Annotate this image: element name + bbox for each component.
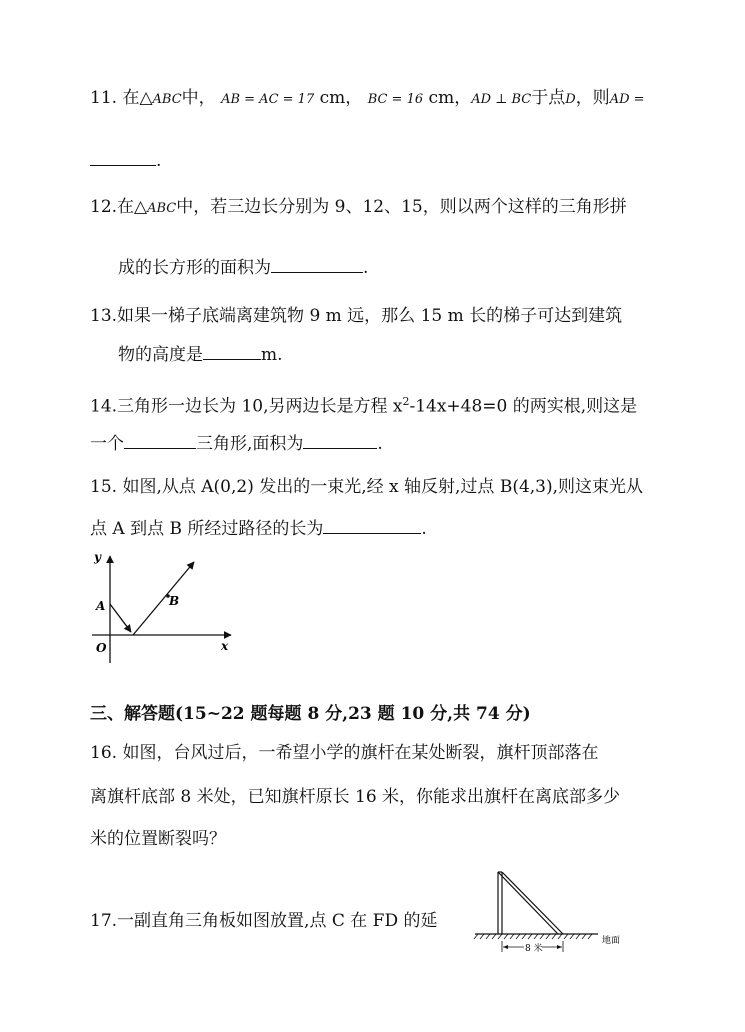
q14-line2-a: 一个 xyxy=(90,434,124,454)
q12-line2: 成的长方形的面积为 xyxy=(118,258,271,278)
q13-line1: 13.如果一梯子底端离建筑物 9 m 远，那么 15 m 长的梯子可达到建筑 xyxy=(90,306,623,326)
q16-figure xyxy=(470,866,640,961)
point-b-label: B xyxy=(169,594,180,608)
q15-answer-blank[interactable] xyxy=(323,519,421,534)
q14-superscript: 2 xyxy=(402,395,410,408)
q12-line1-post: 中，若三边长分别为 9、12、15，则以两个这样的三角形拼 xyxy=(176,197,627,217)
question-12-line1 xyxy=(90,196,627,220)
question-14-line1 xyxy=(90,391,637,418)
question-12-line2 xyxy=(118,257,368,279)
q11-unit1: cm， xyxy=(319,88,363,108)
broken-part-1 xyxy=(498,872,558,934)
ground-label: 地面 xyxy=(602,936,621,946)
q12-answer-blank[interactable] xyxy=(271,258,363,273)
q16-line3: 米的位置断裂吗？ xyxy=(90,829,226,849)
question-13-line2 xyxy=(118,344,283,366)
y-axis-label: y xyxy=(94,550,101,564)
question-11-line1 xyxy=(90,87,645,111)
question-17-line1 xyxy=(90,910,438,932)
q11-ad: AD = xyxy=(609,92,645,107)
q11-eq3: AD ⊥ BC xyxy=(471,92,532,107)
q11-triangle: ABC xyxy=(152,92,182,107)
question-11-line2 xyxy=(90,150,161,172)
q15-line1: 15. 如图,从点 A(0,2) 发出的一束光,经 x 轴反射,过点 B(4,3),则这束光从 xyxy=(90,477,644,497)
q13-line2-post: m. xyxy=(261,345,283,365)
q12-line1-pre: 12.在△ xyxy=(90,197,148,217)
q11-number: 11. xyxy=(90,88,118,108)
q17-line1: 17.一副直角三角板如图放置,点 C 在 FD 的延 xyxy=(90,911,438,931)
q14-line1-post: -14x+48=0 的两实根,则这是 xyxy=(409,396,638,417)
q15-line2: 点 A 到点 B 所经过路径的长为 xyxy=(90,519,324,539)
dimension-arrow-right xyxy=(557,945,562,949)
question-13-line1 xyxy=(90,305,622,327)
q14-tail: . xyxy=(377,434,383,454)
light-ray-incident xyxy=(110,604,131,632)
q11-tail: . xyxy=(156,151,162,171)
q16-line2: 离旗杆底部 8 米处，已知旗杆原长 16 米，你能求出旗杆在离底部多少 xyxy=(90,787,621,807)
q15-tail: . xyxy=(421,519,427,539)
q12-tail: . xyxy=(363,258,369,278)
question-15-line2 xyxy=(90,518,427,540)
question-16-line2 xyxy=(90,786,620,808)
q11-point-d: D xyxy=(565,92,576,107)
x-axis-label: x xyxy=(221,639,229,653)
q11-text-pre: 在△ xyxy=(122,88,153,108)
question-16-line1 xyxy=(90,742,598,764)
q15-figure xyxy=(88,548,248,678)
origin-label: O xyxy=(96,641,107,655)
q11-unit2: cm， xyxy=(428,88,472,108)
q11-eq1: AB = AC = 17 xyxy=(221,92,315,107)
question-14-line2 xyxy=(90,433,383,455)
section-3-heading xyxy=(90,703,531,725)
q14-line2-b: 三角形,面积为 xyxy=(196,434,304,454)
q14-answer-blank-1[interactable] xyxy=(124,434,196,449)
q12-triangle: ABC xyxy=(147,201,177,216)
q14-answer-blank-2[interactable] xyxy=(303,434,377,449)
q11-text-post: 于点 xyxy=(531,88,566,108)
q11-text-mid: 中， xyxy=(181,88,216,108)
question-16-line3 xyxy=(90,828,226,850)
broken-part-2 xyxy=(502,872,563,934)
q13-line2-pre: 物的高度是 xyxy=(118,345,203,365)
q11-answer-blank[interactable] xyxy=(90,151,156,166)
distance-label: 8 米 xyxy=(525,944,543,954)
section-3-text: 三、解答题(15~22 题每题 8 分,23 题 10 分,共 74 分) xyxy=(90,704,531,724)
q13-answer-blank[interactable] xyxy=(203,345,261,360)
point-a-label: A xyxy=(96,599,106,613)
question-15-line1 xyxy=(90,476,643,498)
light-ray-reflected xyxy=(133,562,194,635)
q11-eq2: BC = 16 xyxy=(367,92,424,107)
q11-text-end: ，则 xyxy=(575,88,610,108)
q14-line1-pre: 14.三角形一边长为 10,另两边长是方程 x xyxy=(90,396,403,417)
dimension-arrow-left xyxy=(503,945,508,949)
q16-line1: 16. 如图，台风过后，一希望小学的旗杆在某处断裂，旗杆顶部落在 xyxy=(90,743,599,763)
ground-hatching xyxy=(474,934,592,939)
